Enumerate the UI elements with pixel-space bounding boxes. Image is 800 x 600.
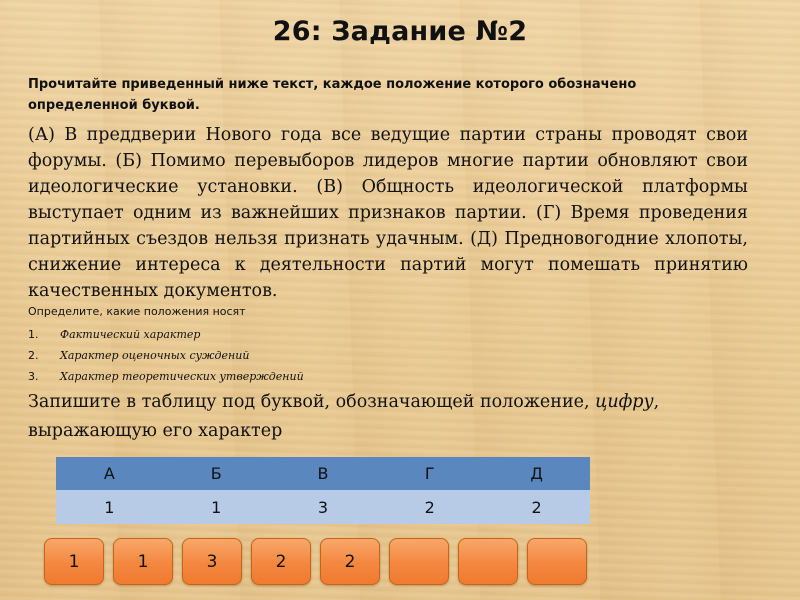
answer-box[interactable]: 1 xyxy=(113,538,173,585)
option-item xyxy=(28,366,304,387)
slide-title: 26: Задание №2 xyxy=(272,16,528,47)
sentence-v: (В) Общность идеологической платформы выступает одним из важнейших признаков партии. xyxy=(28,177,748,223)
write-instruction xyxy=(28,388,748,446)
answer-box[interactable] xyxy=(527,538,587,585)
table-header-row xyxy=(56,457,590,490)
write-emphasis: цифру xyxy=(595,392,654,412)
answer-box[interactable]: 3 xyxy=(182,538,242,585)
instruction-text: Определите, какие положения носят xyxy=(28,305,246,318)
sentence-d: (Д) Предновогодние хлопоты, снижение интереса к деятельности партий могут помешать принятию качественных документов. xyxy=(28,229,748,301)
option-number: 1. xyxy=(28,328,39,341)
write-prefix: Запишите в таблицу под буквой, обозначающей положение, xyxy=(28,392,596,412)
table-cell: 3 xyxy=(270,490,377,524)
option-number: 3. xyxy=(28,370,39,383)
sentence-a: (А) В преддверии Нового года все ведущие партии страны проводят свои форумы. xyxy=(28,125,748,171)
sentence-b: (Б) Помимо перевыборов лидеров многие партии обновляют свои идеологические установки. xyxy=(28,151,748,197)
table-header-cell: Д xyxy=(483,457,590,490)
option-item xyxy=(28,324,304,345)
table-cell: 1 xyxy=(56,490,163,524)
option-label: Характер оценочных суждений xyxy=(60,349,250,362)
option-label: Фактический характер xyxy=(60,328,201,341)
answer-box[interactable] xyxy=(458,538,518,585)
options-list xyxy=(28,324,304,387)
option-label: Характер теоретических утверждений xyxy=(60,370,304,383)
table-header-cell: Б xyxy=(163,457,270,490)
table-cell: 2 xyxy=(376,490,483,524)
table-header-cell: Г xyxy=(376,457,483,490)
option-item xyxy=(28,345,304,366)
option-number: 2. xyxy=(28,349,39,362)
table-cell: 1 xyxy=(163,490,270,524)
table-header-cell: В xyxy=(270,457,377,490)
answer-box[interactable] xyxy=(389,538,449,585)
answer-boxes xyxy=(44,538,596,588)
answer-box[interactable]: 1 xyxy=(44,538,104,585)
table-header-cell: А xyxy=(56,457,163,490)
task-text xyxy=(28,122,748,304)
table-row xyxy=(56,490,590,524)
answer-table xyxy=(56,457,590,524)
write-suffix: , выражающую его характер xyxy=(28,392,660,441)
answer-box[interactable]: 2 xyxy=(320,538,380,585)
task-intro: Прочитайте приведенный ниже текст, каждое положение которого обозначено определенной буквой. xyxy=(28,77,637,113)
table-cell: 2 xyxy=(483,490,590,524)
sentence-g: (Г) Время проведения партийных съездов нельзя признать удачным. xyxy=(28,203,748,249)
answer-box[interactable]: 2 xyxy=(251,538,311,585)
